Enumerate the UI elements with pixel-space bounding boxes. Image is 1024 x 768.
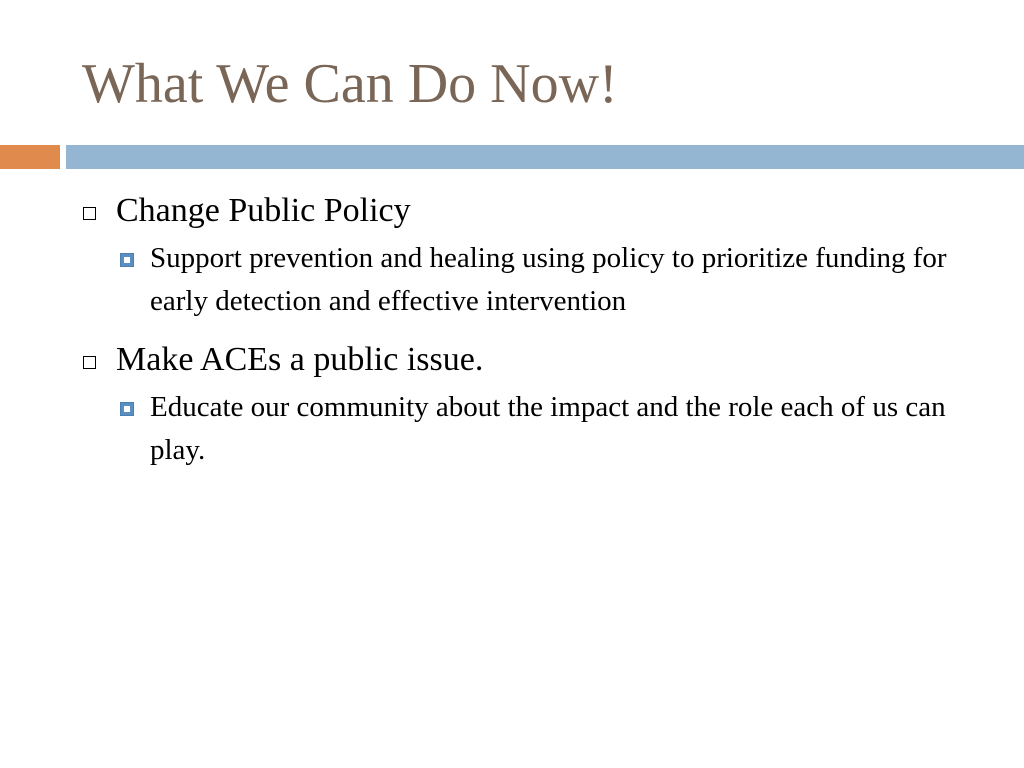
bullet-text: Make ACEs a public issue.	[116, 341, 484, 378]
bullet-item	[80, 337, 980, 383]
sub-bullet-item	[150, 237, 980, 323]
hollow-square-bullet-icon	[83, 356, 96, 369]
bullet-item	[80, 188, 980, 234]
filled-square-bullet-icon	[120, 402, 134, 416]
title-accent-bar	[0, 145, 60, 169]
sub-bullet-text: Support prevention and healing using policy to prioritize funding for early detection and effective intervention	[150, 242, 947, 317]
slide-title: What We Can Do Now!	[82, 53, 618, 115]
title-divider-bar	[66, 145, 1024, 169]
filled-square-bullet-icon	[120, 253, 134, 267]
bullet-text: Change Public Policy	[116, 192, 411, 229]
sub-bullet-item	[150, 386, 980, 472]
hollow-square-bullet-icon	[83, 207, 96, 220]
sub-bullet-text: Educate our community about the impact and the role each of us can play.	[150, 391, 946, 466]
slide-content	[80, 188, 980, 472]
